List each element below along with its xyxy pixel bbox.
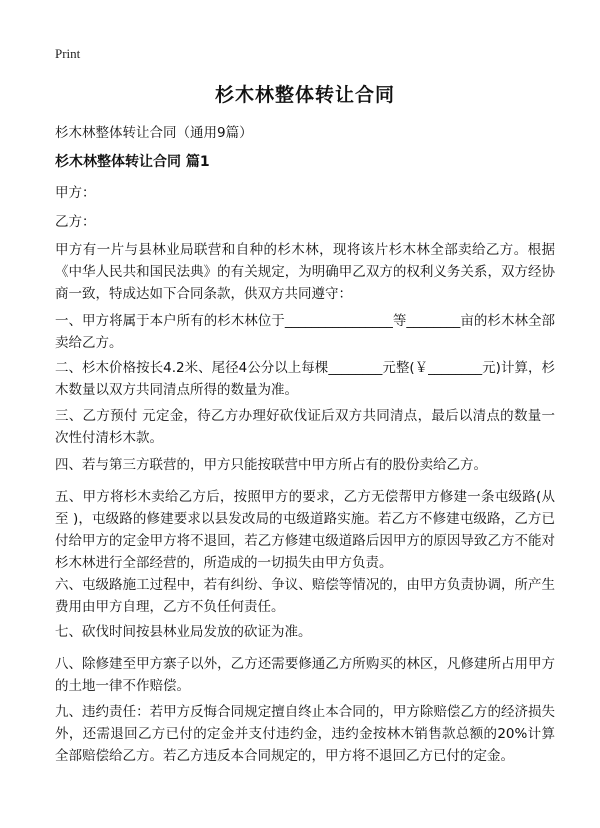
paragraph-clause-8: 八、除修建至甲方寨子以外，乙方还需要修通乙方所购买的林区，凡修建所占用甲方的土地一律不作赔偿。 <box>55 656 555 694</box>
paragraph-clause-2: 二、杉木价格按长4.2米、尾径4公分以上每棵________元整(￥________元)计算，杉木数量以双方共同清点所得的数量为准。 <box>55 360 555 398</box>
document-title: 杉木林整体转让合同 <box>214 84 395 106</box>
paragraph-clause-6: 六、屯级路施工过程中，若有纠纷、争议、赔偿等情况的，由甲方负责协调，所产生费用由甲方自理，乙方不负任何责任。 <box>55 577 555 615</box>
paragraph-clause-3: 三、乙方预付 元定金，待乙方办理好砍伐证后双方共同清点，最后以清点的数量一次性付清杉木款。 <box>55 408 555 446</box>
document-subtitle: 杉木林整体转让合同（通用9篇） <box>55 125 253 141</box>
paragraph-clause-1: 一、甲方将属于本户所有的杉木林位于________________等________亩的杉木林全部卖给乙方。 <box>55 313 555 351</box>
paragraph-intro: 甲方有一片与县林业局联营和自种的杉木林，现将该片杉木林全部卖给乙方。根据《中华人民共和国民法典》的有关规定，为明确甲乙双方的权利义务关系，双方经协商一致，特成达如下合同条款，供双方共同遵守： <box>55 242 555 302</box>
section-heading: 杉木林整体转让合同 篇1 <box>55 154 210 170</box>
paragraph-clause-4: 四、若与第三方联营的，甲方只能按联营中甲方所占有的股份卖给乙方。 <box>55 457 487 473</box>
party-a-line: 甲方： <box>55 185 96 201</box>
paragraph-clause-9: 九、违约责任：若甲方反悔合同规定擅自终止本合同的，甲方除赔偿乙方的经济损失外，还需退回乙方已付的定金并支付违约金，违约金按林木销售款总额的20%计算全部赔偿给乙方。若乙方违反本合同规定的，甲方将不退回乙方已付的定金。 <box>55 704 555 764</box>
party-b-line: 乙方： <box>55 214 96 230</box>
print-link[interactable]: Print <box>55 46 81 61</box>
paragraph-clause-7: 七、砍伐时间按县林业局发放的砍证为准。 <box>55 624 312 640</box>
paragraph-clause-5: 五、甲方将杉木卖给乙方后，按照甲方的要求，乙方无偿帮甲方修建一条屯级路(从 至 )，屯级路的修建要求以县发改局的屯级道路实施。若乙方不修建屯级路，乙方已付给甲方的定金甲方将不退回，若乙方修建屯级道路后因甲方的原因导致乙方不能对杉木林进行全部经营的，所造成的一切损失由甲方负责。 <box>55 489 555 571</box>
